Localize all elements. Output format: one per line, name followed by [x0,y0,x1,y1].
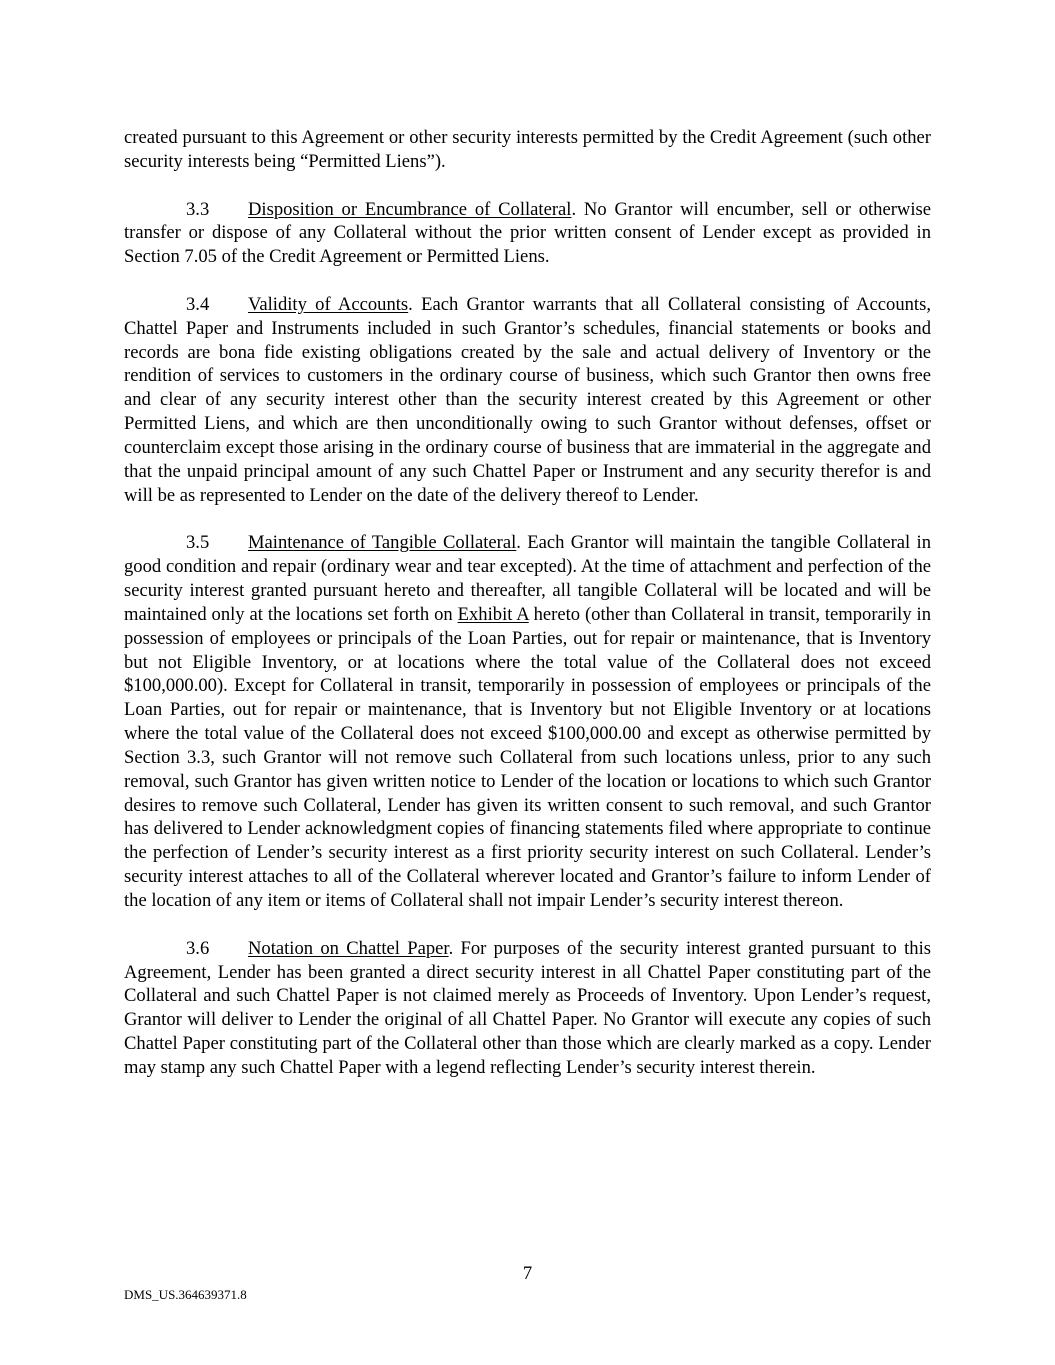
section-heading: Maintenance of Tangible Collateral [248,532,517,554]
section-heading: Disposition or Encumbrance of Collateral [248,198,572,220]
section-3-6 [124,937,931,1080]
section-text: . For purposes of the security interest granted pursuant to this Agreement, Lender has been granted a direct security interest in all Chattel Paper constituting part of the Collateral and such Chattel Paper is not claimed merely as Proceeds of Inventory. Upon Lender’s request, Grantor will deliver to Lender the original of all Chattel Paper. No Grantor will execute any copies of such Chattel Paper constituting part of the Collateral other than those which are clearly marked as a copy. Lender may stamp any such Chattel Paper with a legend reflecting Lender’s security interest therein. [124,937,931,1078]
section-text: . No Grantor will encumber, sell or otherwise transfer or dispose of any Collateral without the prior written consent of Lender except as provided in Section 7.05 of the Credit Agreement or Permitted Liens. [124,198,931,268]
section-heading: Notation on Chattel Paper [248,937,449,959]
page-number: 7 [522,1263,533,1284]
section-number: 3.3 [186,198,210,220]
exhibit-reference: Exhibit A [457,603,529,625]
section-heading: Validity of Accounts [248,293,409,315]
section-text-continued: hereto (other than Collateral in transit, temporarily in possession of employees or principals of the Loan Parties, out for repair or maintenance, that is Inventory but not Eligible Inventory, or at locations where the total value of the Collateral does not exceed $100,000.00). Except for Collateral in transit, temporarily in possession of employees or principals of the Loan Parties, out for repair or maintenance, that is Inventory but not Eligible Inventory or at locations where the total value of the Collateral does not exceed $100,000.00 and except as otherwise permitted by Section 3.3, such Grantor will not remove such Collateral from such locations unless, prior to any such removal, such Grantor has given written notice to Lender of the location or locations to which such Grantor desires to remove such Collateral, Lender has given its written consent to such removal, and such Grantor has delivered to Lender acknowledgment copies of financing statements filed where appropriate to continue the perfection of Lender’s security interest as a first priority security interest on such Collateral. Lender’s security interest attaches to all of the Collateral wherever located and Grantor’s failure to inform Lender of the location of any item or items of Collateral shall not impair Lender’s security interest thereon. [124,603,931,911]
section-text: . Each Grantor will maintain the tangible Collateral in good condition and repair (ordinary wear and tear excepted). At the time of attachment and perfection of the security interest granted pursuant hereto and thereafter, all tangible Collateral will be located and will be maintained only at the locations set forth on [124,532,931,625]
document-id: DMS_US.364639371.8 [124,1287,247,1302]
section-3-4 [124,293,931,508]
paragraph-text: created pursuant to this Agreement or other security interests permitted by the Credit Agreement (such other security interests being “Permitted Liens”). [124,127,931,172]
section-3-3 [124,198,931,270]
document-body [124,126,931,1104]
section-number: 3.6 [186,937,210,959]
section-text: . Each Grantor warrants that all Collateral consisting of Accounts, Chattel Paper and Instruments included in such Grantor’s schedules, financial statements or books and records are bona fide existing obligations created by the sale and actual delivery of Inventory or the rendition of services to customers in the ordinary course of business, which such Grantor then owns free and clear of any security interest other than the security interest created by this Agreement or other Permitted Liens, and which are then unconditionally owing to such Grantor without defenses, offset or counterclaim except those arising in the ordinary course of business that are immaterial in the aggregate and that the unpaid principal amount of any such Chattel Paper or Instrument and any security therefor is and will be as represented to Lender on the date of the delivery thereof to Lender. [124,293,931,506]
section-number: 3.5 [186,532,210,554]
section-3-5 [124,531,931,913]
paragraph-continuation [124,126,931,174]
section-number: 3.4 [186,293,210,315]
